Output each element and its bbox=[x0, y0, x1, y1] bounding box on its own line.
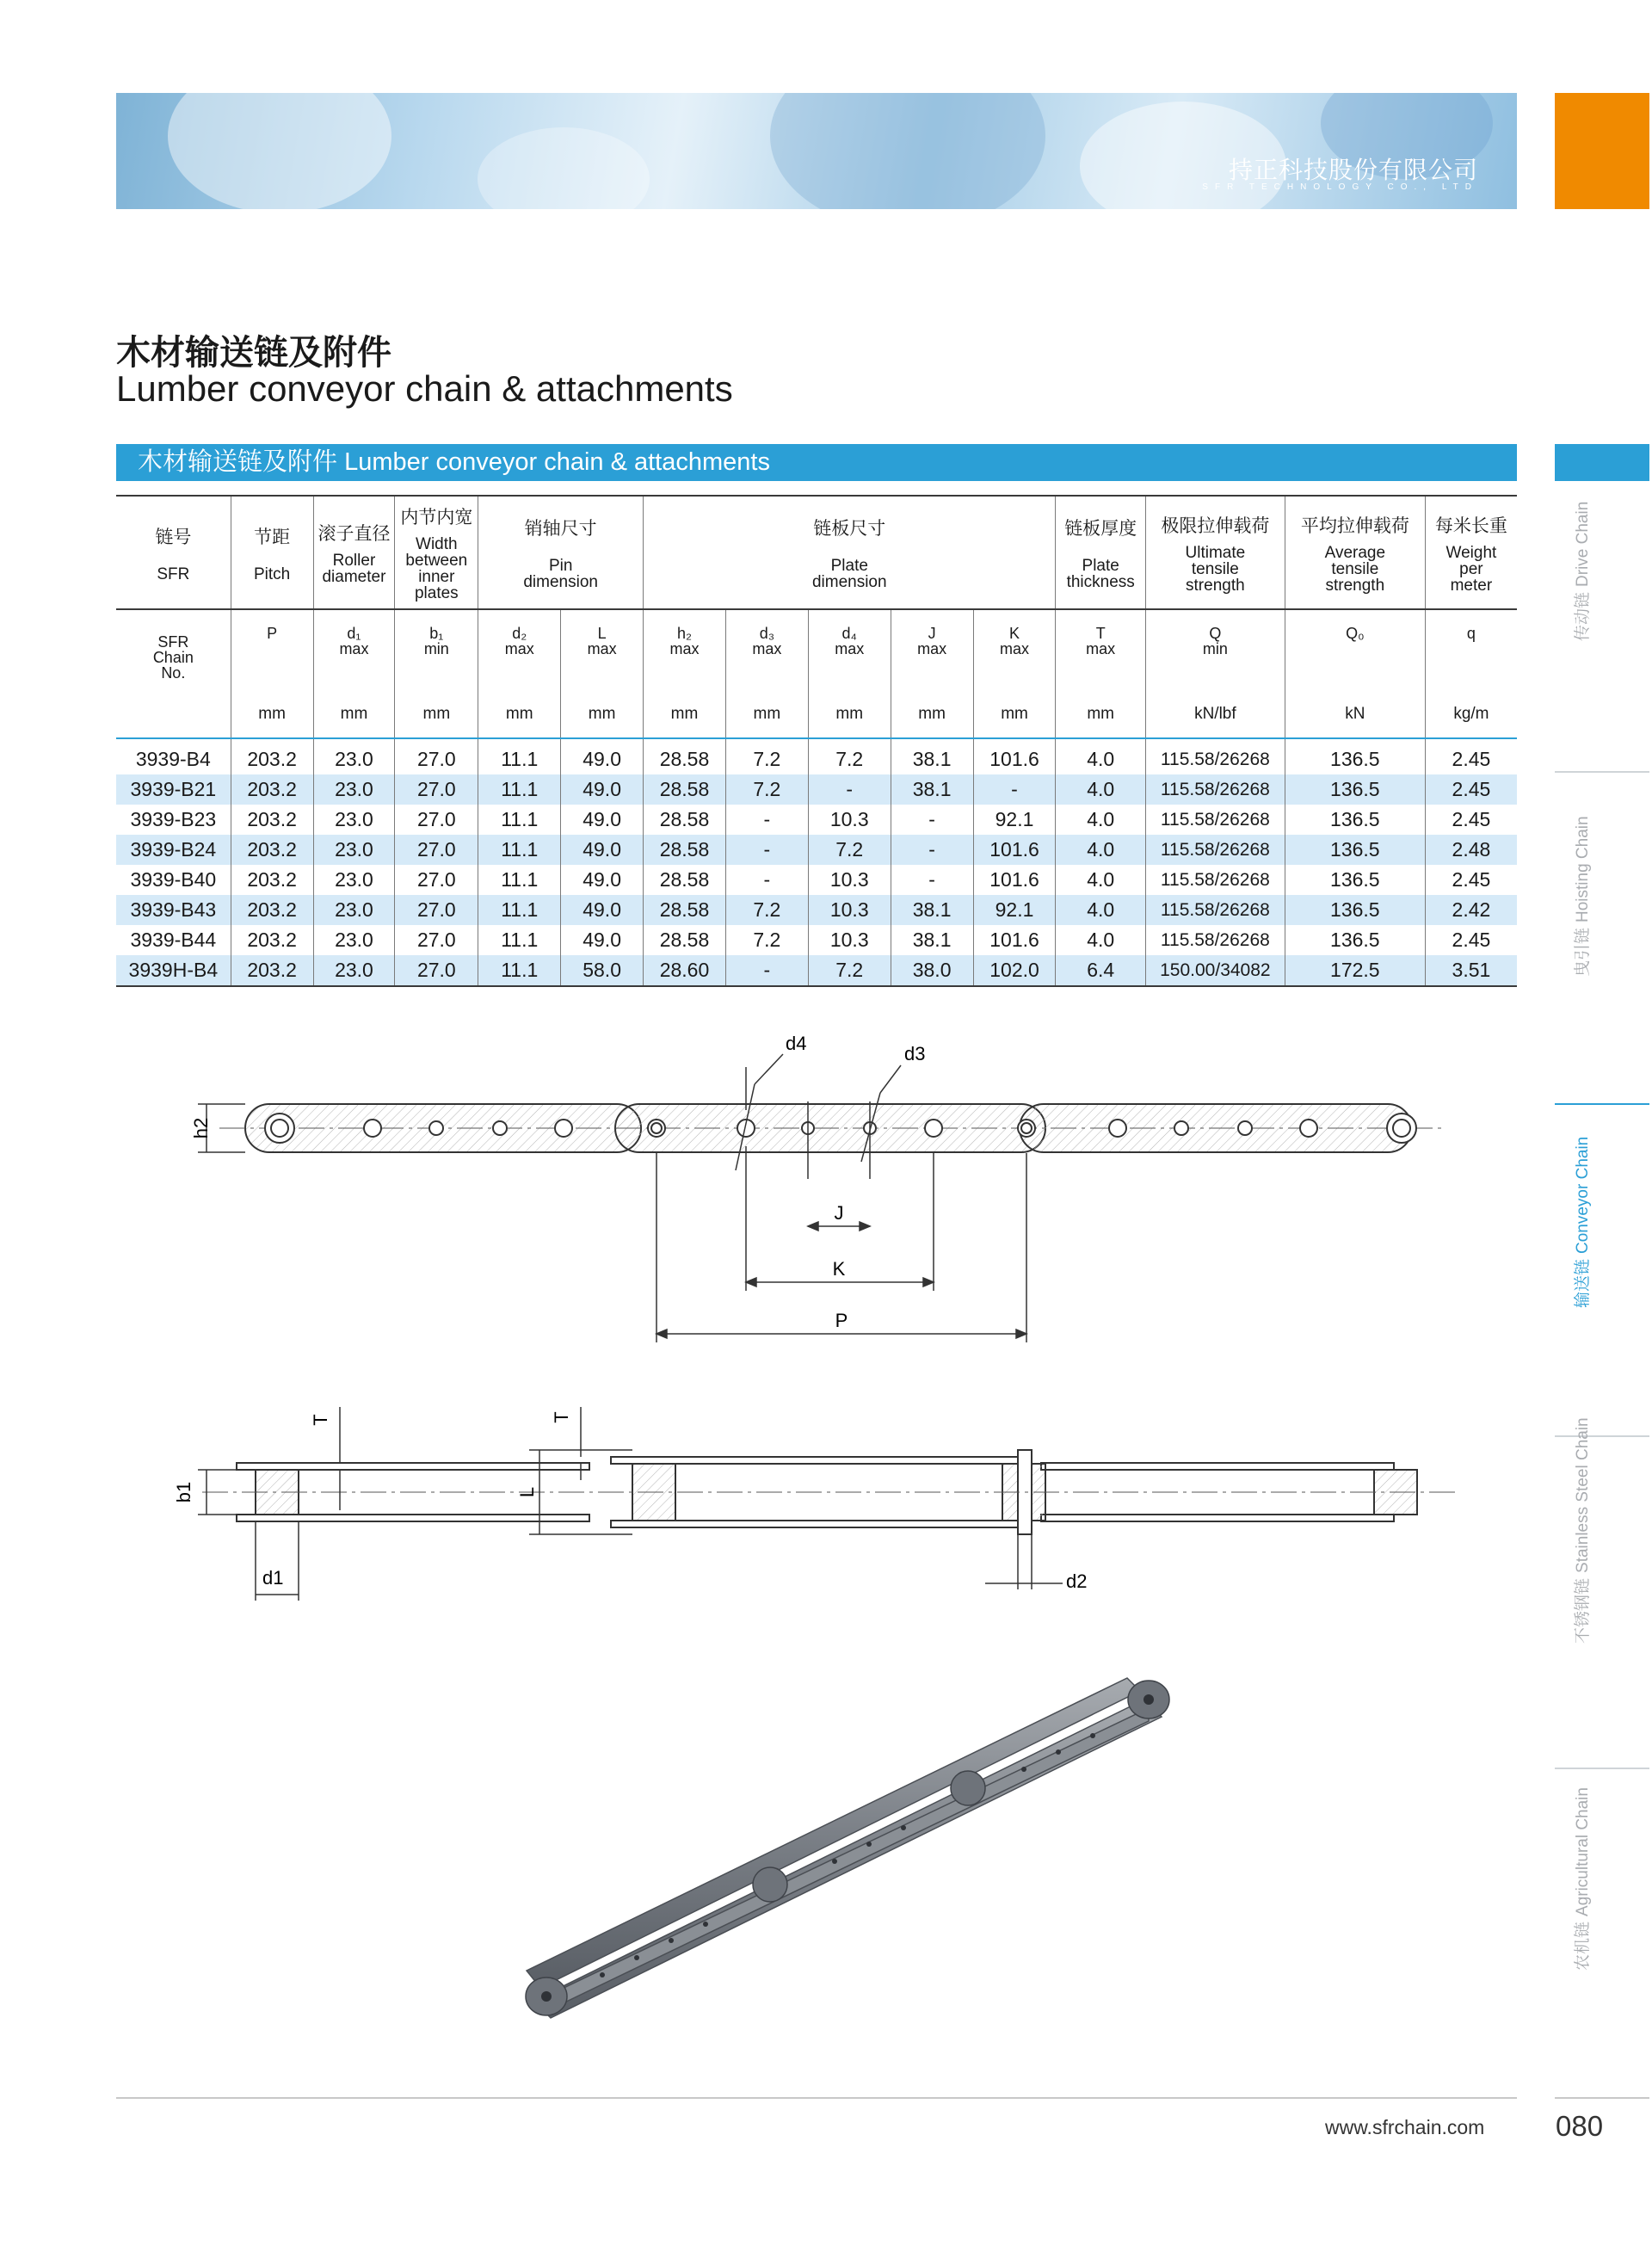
table-cell: 92.1 bbox=[973, 805, 1056, 835]
table-cell: 49.0 bbox=[561, 774, 644, 805]
symbol-header-cell bbox=[808, 609, 891, 705]
table-cell: 23.0 bbox=[313, 955, 395, 986]
table-row bbox=[116, 738, 1517, 774]
table-cell: 203.2 bbox=[231, 865, 313, 895]
table-cell: 11.1 bbox=[478, 805, 561, 835]
side-nav-label-cn: 输送链 bbox=[1574, 1258, 1592, 1308]
symbol-header-cell bbox=[725, 609, 808, 705]
unit-header-cell: mm bbox=[1056, 705, 1145, 738]
table-cell: 28.58 bbox=[644, 805, 726, 835]
unit-header-cell: kN bbox=[1285, 705, 1425, 738]
table-cell: 7.2 bbox=[725, 774, 808, 805]
table-row bbox=[116, 895, 1517, 925]
symbol-label: d₁ bbox=[347, 625, 361, 642]
group-header-inner-width: 内节内宽 Width between inner plates bbox=[395, 496, 478, 609]
symbol-header-cell bbox=[116, 609, 231, 705]
table-cell: 11.1 bbox=[478, 738, 561, 774]
symbol-label: d₄ bbox=[841, 625, 857, 642]
table-cell: 23.0 bbox=[313, 774, 395, 805]
table-cell: 23.0 bbox=[313, 835, 395, 865]
table-cell: 7.2 bbox=[808, 738, 891, 774]
table-cell: 3939-B24 bbox=[116, 835, 231, 865]
table-cell: 2.48 bbox=[1425, 835, 1517, 865]
table-cell: 2.42 bbox=[1425, 895, 1517, 925]
side-nav-label-cn: 不锈钢链 bbox=[1574, 1577, 1592, 1644]
table-cell: 10.3 bbox=[808, 865, 891, 895]
symbol-header-cell bbox=[395, 609, 478, 705]
table-cell: 7.2 bbox=[725, 738, 808, 774]
side-nav-label-cn: 曳引链 bbox=[1574, 927, 1592, 977]
dim-label-d4: d4 bbox=[786, 1033, 807, 1054]
unit-header-cell: kg/m bbox=[1425, 705, 1517, 738]
side-nav-label-en: Hoisting Chain bbox=[1574, 816, 1592, 922]
dim-label-h2: h2 bbox=[190, 1117, 212, 1139]
table-cell: 4.0 bbox=[1056, 738, 1145, 774]
table-cell: 28.58 bbox=[644, 738, 726, 774]
symbol-sublabel: max bbox=[752, 640, 782, 657]
symbol-label: P bbox=[267, 625, 278, 642]
side-divider bbox=[1555, 1768, 1649, 1769]
table-cell: 136.5 bbox=[1285, 774, 1425, 805]
table-cell: 49.0 bbox=[561, 738, 644, 774]
table-cell: 38.1 bbox=[891, 895, 973, 925]
group-header-plate-thickness: 链板厚度 Plate thickness bbox=[1056, 496, 1145, 609]
table-cell: 2.45 bbox=[1452, 929, 1491, 951]
symbol-label: d₃ bbox=[759, 625, 775, 642]
dim-label-k: K bbox=[832, 1258, 846, 1280]
table-cell: 203.2 bbox=[231, 738, 313, 774]
symbol-header-cell bbox=[1145, 609, 1285, 705]
chain-top-view-drawing bbox=[116, 1015, 1493, 1377]
table-cell: 28.60 bbox=[644, 955, 726, 986]
table-cell: 28.58 bbox=[644, 835, 726, 865]
company-name-cn: 持正科技股份有限公司 bbox=[1228, 156, 1478, 184]
table-cell: 11.1 bbox=[478, 774, 561, 805]
group-header-pitch: 节距 Pitch bbox=[231, 496, 313, 609]
table-cell: - bbox=[891, 865, 973, 895]
table-cell: 23.0 bbox=[313, 895, 395, 925]
footer-url: www.sfrchain.com bbox=[1325, 2116, 1485, 2138]
table-cell: 38.1 bbox=[891, 925, 973, 955]
table-symbol-row bbox=[116, 609, 1517, 705]
table-cell: 23.0 bbox=[313, 738, 395, 774]
side-nav-label-cn: 农机链 bbox=[1574, 1921, 1592, 1971]
table-cell: 28.58 bbox=[644, 865, 726, 895]
table-cell: 4.0 bbox=[1056, 805, 1145, 835]
table-cell: 203.2 bbox=[231, 835, 313, 865]
table-cell: 150.00/34082 bbox=[1145, 955, 1285, 986]
table-cell: 4.0 bbox=[1056, 774, 1145, 805]
dim-label-d2: d2 bbox=[1066, 1570, 1088, 1592]
table-cell: 203.2 bbox=[231, 774, 313, 805]
table-cell: 7.2 bbox=[808, 835, 891, 865]
group-header-average-tensile: 平均拉伸载荷 Average tensile strength bbox=[1285, 496, 1425, 609]
dim-label-d1: d1 bbox=[262, 1567, 284, 1589]
table-cell: 136.5 bbox=[1285, 805, 1425, 835]
dim-label-t-left: T bbox=[310, 1414, 331, 1426]
dim-label-t-middle: T bbox=[551, 1411, 572, 1423]
table-unit-row bbox=[116, 705, 1517, 738]
table-cell: 11.1 bbox=[478, 925, 561, 955]
table-cell: - bbox=[808, 774, 891, 805]
table-cell: 11.1 bbox=[478, 865, 561, 895]
side-nav-item[interactable] bbox=[1574, 816, 1592, 977]
company-name-en: SFR TECHNOLOGY CO., LTD bbox=[1202, 182, 1478, 192]
table-cell: 10.3 bbox=[808, 895, 891, 925]
table-cell: 3939H-B4 bbox=[116, 955, 231, 986]
symbol-header-cell bbox=[313, 609, 395, 705]
footer-divider bbox=[116, 2097, 1517, 2099]
chain-side-view-drawing bbox=[116, 1398, 1493, 1613]
section-bar-en: Lumber conveyor chain & attachments bbox=[344, 448, 770, 476]
group-header-pin-dimension: 销轴尺寸 Pin dimension bbox=[478, 496, 644, 609]
unit-header-cell: mm bbox=[313, 705, 395, 738]
table-cell: 2.45 bbox=[1452, 868, 1491, 891]
dim-label-l: L bbox=[516, 1486, 538, 1498]
unit-header-cell: mm bbox=[231, 705, 313, 738]
symbol-sublabel: max bbox=[917, 640, 947, 657]
table-row bbox=[116, 925, 1517, 955]
table-cell: 23.0 bbox=[313, 805, 395, 835]
table-cell: 38.1 bbox=[891, 738, 973, 774]
symbol-header-cell bbox=[561, 609, 644, 705]
symbol-sublabel: max bbox=[339, 640, 369, 657]
table-row bbox=[116, 835, 1517, 865]
table-cell: 3939-B4 bbox=[116, 738, 231, 774]
group-header-plate-dimension: 链板尺寸 Plate dimension bbox=[644, 496, 1056, 609]
unit-header-cell: kN/lbf bbox=[1145, 705, 1285, 738]
table-cell: 4.0 bbox=[1056, 865, 1145, 895]
dim-label-d3: d3 bbox=[904, 1043, 926, 1064]
table-cell: 92.1 bbox=[973, 895, 1056, 925]
symbol-label: T bbox=[1095, 625, 1106, 642]
table-cell: 115.58/26268 bbox=[1145, 835, 1285, 865]
table-cell: 3939-B21 bbox=[116, 774, 231, 805]
chain-product-image bbox=[508, 1652, 1282, 2048]
orange-corner-tab bbox=[1555, 93, 1649, 209]
table-cell: 115.58/26268 bbox=[1145, 774, 1285, 805]
table-cell: 3939-B43 bbox=[116, 895, 231, 925]
table-cell: 2.45 bbox=[1452, 808, 1491, 830]
unit-header-cell: mm bbox=[725, 705, 808, 738]
symbol-label: d₂ bbox=[512, 625, 527, 642]
table-cell: - bbox=[891, 835, 973, 865]
side-nav-item[interactable] bbox=[1574, 1417, 1592, 1644]
symbol-label: L bbox=[597, 625, 607, 642]
table-cell: 7.2 bbox=[725, 925, 808, 955]
symbol-header-cell bbox=[1056, 609, 1145, 705]
symbol-sublabel: max bbox=[835, 640, 865, 657]
table-cell: 7.2 bbox=[808, 955, 891, 986]
dim-label-j: J bbox=[834, 1202, 844, 1224]
table-cell: 136.5 bbox=[1285, 738, 1425, 774]
symbol-label: q bbox=[1466, 625, 1476, 642]
symbol-label: K bbox=[1009, 625, 1020, 642]
symbol-header-cell bbox=[644, 609, 726, 705]
table-cell: 27.0 bbox=[395, 738, 478, 774]
table-cell: 136.5 bbox=[1285, 835, 1425, 865]
table-cell: - bbox=[891, 805, 973, 835]
table-row bbox=[116, 774, 1517, 805]
unit-header-cell: mm bbox=[561, 705, 644, 738]
symbol-sublabel: max bbox=[504, 640, 534, 657]
side-nav-label-cn: 传动链 bbox=[1574, 591, 1592, 641]
table-cell: 115.58/26268 bbox=[1145, 925, 1285, 955]
symbol-sublabel: max bbox=[1000, 640, 1030, 657]
table-cell: 136.5 bbox=[1285, 895, 1425, 925]
section-bar-cn: 木材输送链及附件 bbox=[138, 448, 338, 476]
table-cell: 11.1 bbox=[478, 895, 561, 925]
unit-header-cell: mm bbox=[891, 705, 973, 738]
table-cell: 27.0 bbox=[395, 835, 478, 865]
symbol-sublabel: max bbox=[587, 640, 617, 657]
table-cell: 11.1 bbox=[478, 955, 561, 986]
table-cell: 136.5 bbox=[1285, 925, 1425, 955]
side-divider-active bbox=[1555, 1103, 1649, 1105]
unit-header-cell: mm bbox=[395, 705, 478, 738]
unit-header-cell: mm bbox=[973, 705, 1056, 738]
table-cell: 101.6 bbox=[973, 738, 1056, 774]
table-cell: 23.0 bbox=[313, 925, 395, 955]
table-row bbox=[116, 955, 1517, 986]
page-title-en: Lumber conveyor chain & attachments bbox=[116, 368, 733, 409]
table-cell: - bbox=[725, 955, 808, 986]
table-cell: 101.6 bbox=[973, 865, 1056, 895]
table-cell: 49.0 bbox=[561, 925, 644, 955]
symbol-label: J bbox=[928, 625, 936, 642]
group-header-ultimate-tensile: 极限拉伸载荷 Ultimate tensile strength bbox=[1145, 496, 1285, 609]
unit-header-cell: mm bbox=[644, 705, 726, 738]
section-bar bbox=[116, 444, 1517, 481]
side-divider bbox=[1555, 771, 1649, 773]
table-cell: 172.5 bbox=[1285, 955, 1425, 986]
table-cell: 11.1 bbox=[478, 835, 561, 865]
table-cell: 28.58 bbox=[644, 895, 726, 925]
table-cell: 3939-B40 bbox=[116, 865, 231, 895]
table-cell: - bbox=[725, 835, 808, 865]
table-cell: 38.1 bbox=[891, 774, 973, 805]
table-cell: - bbox=[725, 865, 808, 895]
side-nav-item[interactable] bbox=[1574, 501, 1592, 641]
table-cell: 203.2 bbox=[231, 925, 313, 955]
page-number: 080 bbox=[1556, 2110, 1604, 2142]
table-cell: 115.58/26268 bbox=[1145, 738, 1285, 774]
table-cell: 10.3 bbox=[808, 805, 891, 835]
table-row bbox=[116, 805, 1517, 835]
side-blue-tab bbox=[1555, 444, 1649, 481]
table-cell: 115.58/26268 bbox=[1145, 895, 1285, 925]
table-cell: 27.0 bbox=[395, 955, 478, 986]
table-cell: 49.0 bbox=[561, 865, 644, 895]
unit-header-cell: mm bbox=[478, 705, 561, 738]
table-cell: 10.3 bbox=[808, 925, 891, 955]
page-title-cn: 木材输送链及附件 bbox=[116, 333, 391, 373]
symbol-sublabel: min bbox=[1202, 640, 1228, 657]
table-cell: 203.2 bbox=[231, 955, 313, 986]
footer-divider-right bbox=[1555, 2097, 1649, 2099]
table-cell: 4.0 bbox=[1056, 895, 1145, 925]
table-cell: 49.0 bbox=[561, 895, 644, 925]
side-nav-label-en: Agricultural Chain bbox=[1574, 1787, 1592, 1916]
table-cell: 27.0 bbox=[395, 895, 478, 925]
table-cell: 28.58 bbox=[644, 774, 726, 805]
group-header-weight-per-meter: 每米长重 Weight per meter bbox=[1425, 496, 1517, 609]
side-nav-label-en: Drive Chain bbox=[1574, 501, 1592, 587]
side-nav-label-en: Conveyor Chain bbox=[1574, 1136, 1592, 1254]
symbol-sublabel: min bbox=[423, 640, 449, 657]
unit-header-cell bbox=[116, 705, 231, 738]
unit-header-cell: mm bbox=[808, 705, 891, 738]
table-cell: 115.58/26268 bbox=[1145, 865, 1285, 895]
side-nav-item[interactable] bbox=[1574, 1787, 1592, 1971]
table-cell: 27.0 bbox=[395, 774, 478, 805]
table-cell: 203.2 bbox=[231, 805, 313, 835]
table-body bbox=[116, 738, 1517, 986]
table-cell: 49.0 bbox=[561, 835, 644, 865]
table-cell: 23.0 bbox=[313, 865, 395, 895]
side-nav-label-en: Stainless Steel Chain bbox=[1574, 1417, 1592, 1573]
table-cell: 58.0 bbox=[561, 955, 644, 986]
header-banner bbox=[116, 93, 1517, 209]
table-cell: 101.6 bbox=[973, 835, 1056, 865]
table-cell: 4.0 bbox=[1056, 925, 1145, 955]
table-cell: 2.45 bbox=[1425, 774, 1517, 805]
table-cell: 3939-B23 bbox=[116, 805, 231, 835]
table-cell: 115.58/26268 bbox=[1145, 805, 1285, 835]
group-header-chain-no: 链号 SFR bbox=[116, 496, 231, 609]
table-cell: 7.2 bbox=[725, 895, 808, 925]
symbol-header-cell bbox=[973, 609, 1056, 705]
table-group-header-row bbox=[116, 496, 1517, 609]
table-cell: 2.45 bbox=[1452, 748, 1491, 770]
table-cell: 101.6 bbox=[973, 925, 1056, 955]
dim-label-b1: b1 bbox=[173, 1481, 194, 1503]
symbol-header-cell bbox=[891, 609, 973, 705]
table-cell: 27.0 bbox=[395, 925, 478, 955]
group-header-roller-diameter: 滚子直径 Roller diameter bbox=[313, 496, 395, 609]
symbol-sublabel: max bbox=[669, 640, 700, 657]
symbol-label: Q bbox=[1209, 625, 1222, 642]
symbol-label: h₂ bbox=[676, 625, 692, 642]
table-cell: 136.5 bbox=[1285, 865, 1425, 895]
symbol-header-cell bbox=[478, 609, 561, 705]
table-cell: 38.0 bbox=[891, 955, 973, 986]
side-nav-item[interactable] bbox=[1574, 1136, 1592, 1308]
symbol-header-cell bbox=[1285, 609, 1425, 705]
table-row bbox=[116, 865, 1517, 895]
table-cell: 4.0 bbox=[1056, 835, 1145, 865]
dim-label-p: P bbox=[835, 1310, 848, 1331]
symbol-header-cell bbox=[231, 609, 313, 705]
spec-table bbox=[116, 495, 1517, 987]
table-cell: - bbox=[725, 805, 808, 835]
table-cell: 27.0 bbox=[395, 865, 478, 895]
symbol-sublabel: max bbox=[1086, 640, 1116, 657]
table-cell: 6.4 bbox=[1056, 955, 1145, 986]
table-cell: 49.0 bbox=[561, 805, 644, 835]
symbol-header-cell bbox=[1425, 609, 1517, 705]
symbol-label: SFR Chain No. bbox=[152, 633, 194, 682]
table-cell: 27.0 bbox=[395, 805, 478, 835]
symbol-label: b₁ bbox=[429, 625, 444, 642]
table-cell: 102.0 bbox=[973, 955, 1056, 986]
table-cell: - bbox=[973, 774, 1056, 805]
table-cell: 3939-B44 bbox=[116, 925, 231, 955]
table-cell: 3.51 bbox=[1425, 955, 1517, 986]
table-cell: 28.58 bbox=[644, 925, 726, 955]
table-cell: 203.2 bbox=[231, 895, 313, 925]
side-divider bbox=[1555, 1435, 1649, 1437]
symbol-label: Q₀ bbox=[1346, 625, 1365, 642]
